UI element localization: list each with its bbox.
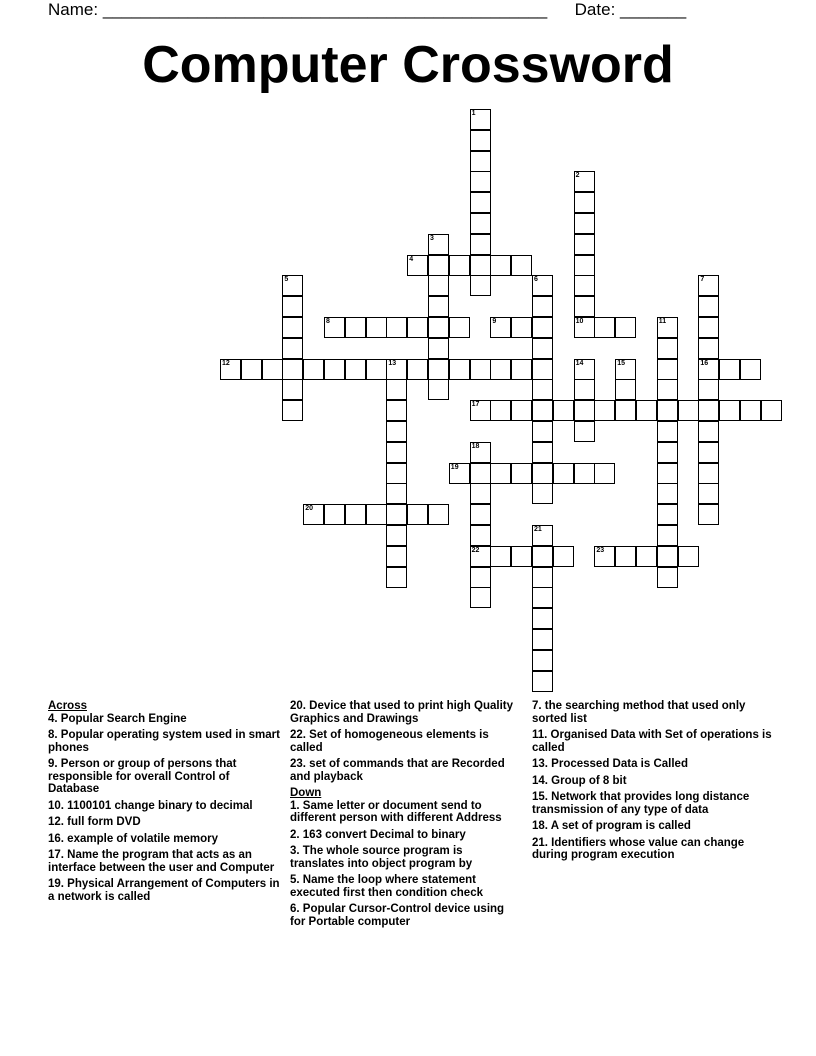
crossword-cell[interactable] [553,546,574,567]
crossword-cell[interactable] [470,359,491,380]
crossword-cell[interactable] [511,546,532,567]
clue-number: 5 [284,276,289,284]
crossword-cell[interactable] [698,504,719,525]
crossword-cell[interactable] [490,255,511,276]
clue-number: 2 [575,172,580,180]
clue-down-11: 11. Organised Data with Set of operations is called [532,729,772,754]
crossword-cell[interactable] [324,504,345,525]
crossword-cell[interactable] [532,629,553,650]
clues-column-2 [290,700,518,932]
crossword-cell[interactable] [657,421,678,442]
crossword-cell[interactable] [282,338,303,359]
clue-across-22: 22. Set of homogeneous elements is called [290,729,489,754]
crossword-cell[interactable] [366,359,387,380]
crossword-cell[interactable] [574,463,595,484]
clue-number: 21 [534,526,542,533]
crossword-cell[interactable] [657,400,678,421]
crossword-cell[interactable] [366,317,387,338]
crossword-cell[interactable] [449,463,470,484]
crossword-cell[interactable] [657,338,678,359]
crossword-cell[interactable] [324,317,345,338]
crossword-cell[interactable] [657,463,678,484]
crossword-cell[interactable] [345,504,366,525]
crossword-cell[interactable] [615,317,636,338]
crossword-cell[interactable] [657,359,678,380]
crossword-cell[interactable] [470,400,491,421]
crossword-cell[interactable] [636,546,657,567]
clue-across-16: 16. example of volatile memory [48,832,219,845]
date-field-line[interactable]: _______ [620,0,687,19]
crossword-cell[interactable] [698,463,719,484]
crossword-cell[interactable] [470,213,491,234]
clue-number: 4 [409,255,414,263]
crossword-cell[interactable] [490,463,511,484]
crossword-cell[interactable] [698,400,719,421]
crossword-cell[interactable] [470,151,491,172]
clue-down-13: 13. Processed Data is Called [532,758,688,770]
crossword-cell[interactable] [532,608,553,629]
crossword-cell[interactable] [574,359,595,380]
crossword-cell[interactable] [553,400,574,421]
crossword-cell[interactable] [636,400,657,421]
clue-down-6: 6. Popular Cursor-Control device using for Portable computer [290,903,505,928]
clue-number: 6 [534,276,538,284]
crossword-cell[interactable] [615,379,636,400]
crossword-cell[interactable] [428,234,449,255]
clue-number: 23 [596,546,605,554]
crossword-cell[interactable] [386,504,407,525]
crossword-cell[interactable] [740,400,761,421]
crossword-cell[interactable] [719,359,740,380]
clue-down-3: 3. The whole source program is translates into object program by [290,845,473,870]
clue-down-15: 15. Network that provides long distance transmission of any type of data [532,791,750,816]
clue-number: 17 [471,401,480,409]
crossword-cell[interactable] [532,463,553,484]
crossword-cell[interactable] [594,400,615,421]
crossword-cell[interactable] [761,400,782,421]
crossword-cell[interactable] [698,338,719,359]
crossword-cell[interactable] [490,317,511,338]
crossword-cell[interactable] [470,483,491,504]
crossword-cell[interactable] [532,650,553,671]
crossword-cell[interactable] [574,171,595,192]
clue-number: 20 [305,505,313,513]
crossword-cell[interactable] [470,525,491,546]
clue-number: 8 [326,318,330,325]
name-field-line[interactable]: _______________________________________________ [102,0,548,19]
crossword-cell[interactable] [470,587,491,608]
crossword-cell[interactable] [470,442,491,463]
crossword-cell[interactable] [470,546,491,567]
crossword-cell[interactable] [490,400,511,421]
crossword-cell[interactable] [594,546,615,567]
crossword-cell[interactable] [698,421,719,442]
page-title: Computer Crossword [142,36,674,94]
clue-across-12: 12. full form DVD [48,816,141,828]
clue-down-5: 5. Name the loop where statement executed first then condition check [290,874,483,899]
crossword-cell[interactable] [262,359,283,380]
clue-number: 16 [700,359,709,367]
across-heading: Across [48,700,87,712]
crossword-cell[interactable] [428,255,449,276]
crossword-cell[interactable] [366,504,387,525]
crossword-cell[interactable] [470,109,491,130]
crossword-cell[interactable] [574,255,595,276]
crossword-cell[interactable] [511,317,532,338]
clue-across-19: 19. Physical Arrangement of Computers in a network is called [48,878,280,903]
crossword-cell[interactable] [428,317,449,338]
crossword-cell[interactable] [303,504,324,525]
crossword-cell[interactable] [532,379,553,400]
clue-number: 18 [471,442,480,450]
crossword-cell[interactable] [574,296,595,317]
crossword-cell[interactable] [657,442,678,463]
name-label: Name: [48,0,99,19]
crossword-cell[interactable] [511,359,532,380]
crossword-cell[interactable] [532,275,553,296]
crossword-cell[interactable] [449,359,470,380]
crossword-cell[interactable] [490,546,511,567]
clue-across-9: 9. Person or group of persons that responsible for overall Control of Database [48,758,237,795]
crossword-cell[interactable] [740,359,761,380]
crossword-cell[interactable] [470,504,491,525]
crossword-cell[interactable] [386,525,407,546]
clue-number: 12 [222,359,230,367]
crossword-cell[interactable] [574,317,595,338]
clue-number: 22 [471,546,480,554]
crossword-cell[interactable] [532,296,553,317]
crossword-cell[interactable] [282,400,303,421]
clue-number: 15 [617,359,625,367]
clue-down-7: 7. the searching method that used only sorted list [532,700,746,725]
crossword-cell[interactable] [386,546,407,567]
crossword-cell[interactable] [386,359,407,380]
crossword-cell[interactable] [428,338,449,359]
crossword-cell[interactable] [282,296,303,317]
crossword-cell[interactable] [678,400,699,421]
crossword-cell[interactable] [220,359,241,380]
crossword-cell[interactable] [532,338,553,359]
crossword-cell[interactable] [345,317,366,338]
clue-number: 13 [388,359,397,367]
crossword-cell[interactable] [407,255,428,276]
crossword-cell[interactable] [574,192,595,213]
crossword-cell[interactable] [657,504,678,525]
crossword-cell[interactable] [282,275,303,296]
crossword-cell[interactable] [241,359,262,380]
clue-down-18: 18. A set of program is called [532,820,691,832]
clues-column-3 [532,700,772,866]
crossword-cell[interactable] [698,317,719,338]
crossword-cell[interactable] [428,504,449,525]
crossword-cell[interactable] [386,442,407,463]
crossword-cell[interactable] [532,546,553,567]
crossword-cell[interactable] [407,504,428,525]
crossword-cell[interactable] [532,317,553,338]
crossword-cell[interactable] [511,463,532,484]
crossword-cell[interactable] [553,463,574,484]
crossword-cell[interactable] [386,317,407,338]
clue-number: 3 [430,234,434,242]
crossword-cell[interactable] [449,317,470,338]
crossword-cell[interactable] [470,275,491,296]
crossword-cell[interactable] [574,213,595,234]
crossword-cell[interactable] [428,296,449,317]
crossword-cell[interactable] [532,442,553,463]
clue-across-23: 23. set of commands that are Recorded and playback [290,758,505,783]
clue-number: 10 [575,318,584,325]
crossword-cell[interactable] [574,234,595,255]
crossword-cell[interactable] [407,317,428,338]
crossword-cell[interactable] [594,317,615,338]
crossword-cell[interactable] [698,296,719,317]
clue-across-17: 17. Name the program that acts as an interface between the user and Computer [48,849,275,874]
crossword-cell[interactable] [615,359,636,380]
crossword-cell[interactable] [698,379,719,400]
crossword-cell[interactable] [386,400,407,421]
crossword-cell[interactable] [532,567,553,588]
crossword-cell[interactable] [698,275,719,296]
crossword-cell[interactable] [386,421,407,442]
clue-down-21: 21. Identifiers whose value can change during program execution [532,836,745,861]
clue-across-10: 10. 1100101 change binary to decimal [48,799,253,812]
crossword-cell[interactable] [574,421,595,442]
crossword-cell[interactable] [386,463,407,484]
crossword-cell[interactable] [386,567,407,588]
date-label: Date: [574,0,616,19]
crossword-cell[interactable] [698,442,719,463]
clue-number: 14 [575,359,584,367]
clue-down-1: 1. Same letter or document send to different person with different Address [290,799,502,824]
clue-across-4: 4. Popular Search Engine [48,712,187,725]
crossword-cell[interactable] [657,525,678,546]
crossword-cell[interactable] [532,483,553,504]
crossword-cell[interactable] [574,379,595,400]
crossword-cell[interactable] [470,255,491,276]
crossword-cell[interactable] [490,359,511,380]
crossword-cell[interactable] [698,359,719,380]
crossword-cell[interactable] [532,525,553,546]
crossword-cell[interactable] [428,275,449,296]
clue-number: 7 [700,276,705,284]
crossword-cell[interactable] [532,671,553,692]
crossword-cell[interactable] [470,130,491,151]
crossword-cell[interactable] [532,359,553,380]
crossword-cell[interactable] [511,400,532,421]
crossword-cell[interactable] [615,546,636,567]
crossword-cell[interactable] [470,171,491,192]
crossword-cell[interactable] [657,379,678,400]
clue-number: 9 [492,318,497,325]
crossword-cell[interactable] [574,400,595,421]
crossword-cell[interactable] [511,255,532,276]
clue-across-20: 20. Device that used to print high Quality Graphics and Drawings [290,700,514,725]
clue-number: 19 [450,463,459,471]
crossword-cell[interactable] [303,359,324,380]
clue-number: 1 [471,110,476,117]
crossword-cell[interactable] [282,317,303,338]
crossword-cell[interactable] [282,359,303,380]
crossword-cell[interactable] [470,192,491,213]
crossword-cell[interactable] [698,483,719,504]
crossword-cell[interactable] [470,234,491,255]
crossword-cell[interactable] [532,400,553,421]
crossword-cell[interactable] [657,317,678,338]
crossword-cell[interactable] [386,379,407,400]
crossword-cell[interactable] [657,483,678,504]
crossword-cell[interactable] [386,483,407,504]
clue-number: 11 [658,318,667,325]
crossword-cell[interactable] [719,400,740,421]
clue-across-8: 8. Popular operating system used in smart phones [48,729,280,754]
crossword-cell[interactable] [345,359,366,380]
crossword-cell[interactable] [282,379,303,400]
crossword-cell[interactable] [532,421,553,442]
crossword-cell[interactable] [657,567,678,588]
crossword-cell[interactable] [449,255,470,276]
crossword-cell[interactable] [615,400,636,421]
crossword-cell[interactable] [657,546,678,567]
crossword-cell[interactable] [324,359,345,380]
crossword-cell[interactable] [470,567,491,588]
clue-down-2: 2. 163 convert Decimal to binary [290,828,466,841]
clues-column-1 [48,700,283,907]
crossword-cell[interactable] [594,463,615,484]
crossword-cell[interactable] [428,379,449,400]
crossword-cell[interactable] [470,463,491,484]
down-heading: Down [290,787,322,799]
clue-down-14: 14. Group of 8 bit [532,774,627,787]
crossword-cell[interactable] [574,275,595,296]
crossword-cell[interactable] [532,587,553,608]
crossword-cell[interactable] [407,359,428,380]
crossword-cell[interactable] [428,359,449,380]
crossword-cell[interactable] [678,546,699,567]
